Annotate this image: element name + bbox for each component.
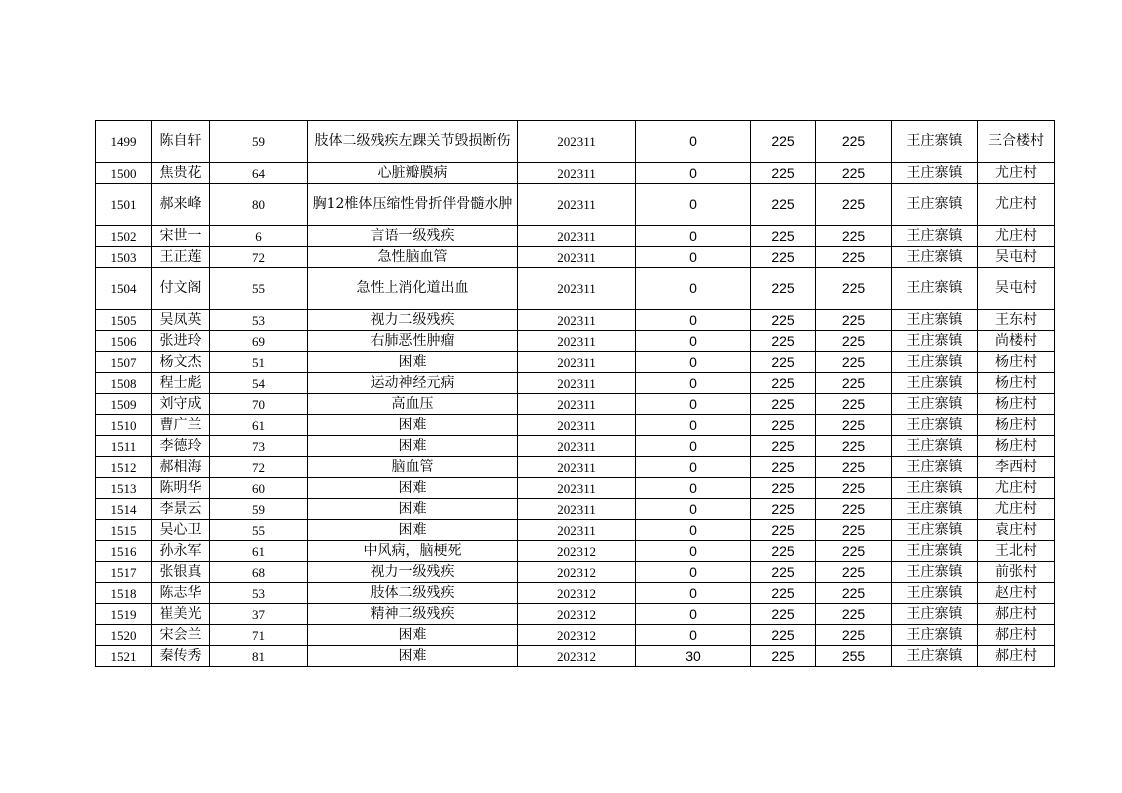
cell-base-amount: 225	[751, 541, 816, 562]
cell-extra-amount: 0	[636, 499, 751, 520]
cell-total-amount: 225	[816, 562, 892, 583]
cell-age: 61	[210, 541, 308, 562]
cell-extra-amount: 0	[636, 415, 751, 436]
cell-base-amount: 225	[751, 415, 816, 436]
cell-name: 郝来峰	[152, 184, 210, 226]
cell-total-amount: 225	[816, 541, 892, 562]
cell-extra-amount: 0	[636, 184, 751, 226]
cell-extra-amount: 0	[636, 583, 751, 604]
cell-town: 王庄寨镇	[892, 226, 978, 247]
cell-age: 59	[210, 121, 308, 163]
cell-village: 王北村	[978, 541, 1055, 562]
cell-village: 尤庄村	[978, 184, 1055, 226]
cell-extra-amount: 0	[636, 247, 751, 268]
cell-town: 王庄寨镇	[892, 184, 978, 226]
cell-name: 焦贵花	[152, 163, 210, 184]
cell-age: 81	[210, 646, 308, 667]
cell-town: 王庄寨镇	[892, 457, 978, 478]
cell-month: 202311	[518, 499, 636, 520]
cell-extra-amount: 0	[636, 604, 751, 625]
table-row	[96, 478, 1055, 499]
cell-month: 202311	[518, 436, 636, 457]
cell-town: 王庄寨镇	[892, 436, 978, 457]
cell-age: 59	[210, 499, 308, 520]
cell-serial-number: 1517	[96, 562, 152, 583]
cell-total-amount: 255	[816, 646, 892, 667]
cell-town: 王庄寨镇	[892, 352, 978, 373]
cell-town: 王庄寨镇	[892, 268, 978, 310]
cell-village: 尤庄村	[978, 163, 1055, 184]
cell-total-amount: 225	[816, 415, 892, 436]
cell-name: 张银真	[152, 562, 210, 583]
cell-serial-number: 1503	[96, 247, 152, 268]
cell-extra-amount: 0	[636, 268, 751, 310]
cell-village: 郝庄村	[978, 646, 1055, 667]
cell-extra-amount: 0	[636, 373, 751, 394]
cell-name: 杨文杰	[152, 352, 210, 373]
cell-month: 202311	[518, 226, 636, 247]
cell-month: 202311	[518, 520, 636, 541]
cell-month: 202311	[518, 457, 636, 478]
cell-base-amount: 225	[751, 184, 816, 226]
cell-name: 陈明华	[152, 478, 210, 499]
table-row	[96, 247, 1055, 268]
cell-base-amount: 225	[751, 352, 816, 373]
table-row	[96, 184, 1055, 226]
cell-extra-amount: 0	[636, 352, 751, 373]
cell-reason: 肢体二级残疾左踝关节毁损断伤	[308, 121, 518, 163]
cell-name: 崔美光	[152, 604, 210, 625]
cell-name: 曹广兰	[152, 415, 210, 436]
cell-serial-number: 1502	[96, 226, 152, 247]
cell-extra-amount: 0	[636, 625, 751, 646]
cell-serial-number: 1518	[96, 583, 152, 604]
cell-village: 袁庄村	[978, 520, 1055, 541]
cell-serial-number: 1504	[96, 268, 152, 310]
cell-month: 202311	[518, 394, 636, 415]
cell-town: 王庄寨镇	[892, 625, 978, 646]
cell-town: 王庄寨镇	[892, 121, 978, 163]
cell-total-amount: 225	[816, 373, 892, 394]
cell-town: 王庄寨镇	[892, 646, 978, 667]
cell-age: 73	[210, 436, 308, 457]
cell-total-amount: 225	[816, 163, 892, 184]
cell-base-amount: 225	[751, 457, 816, 478]
cell-base-amount: 225	[751, 373, 816, 394]
cell-age: 72	[210, 457, 308, 478]
cell-town: 王庄寨镇	[892, 373, 978, 394]
cell-extra-amount: 0	[636, 562, 751, 583]
cell-village: 李西村	[978, 457, 1055, 478]
cell-reason: 困难	[308, 520, 518, 541]
cell-total-amount: 225	[816, 625, 892, 646]
cell-serial-number: 1507	[96, 352, 152, 373]
table-row	[96, 310, 1055, 331]
cell-reason: 急性上消化道出血	[308, 268, 518, 310]
cell-village: 郝庄村	[978, 625, 1055, 646]
cell-total-amount: 225	[816, 331, 892, 352]
cell-age: 70	[210, 394, 308, 415]
cell-village: 杨庄村	[978, 352, 1055, 373]
cell-reason: 中风病，脑梗死	[308, 541, 518, 562]
cell-town: 王庄寨镇	[892, 394, 978, 415]
cell-total-amount: 225	[816, 457, 892, 478]
cell-serial-number: 1514	[96, 499, 152, 520]
table-row	[96, 625, 1055, 646]
cell-name: 李德玲	[152, 436, 210, 457]
cell-age: 71	[210, 625, 308, 646]
cell-month: 202311	[518, 331, 636, 352]
cell-town: 王庄寨镇	[892, 331, 978, 352]
table-row	[96, 373, 1055, 394]
cell-serial-number: 1519	[96, 604, 152, 625]
cell-name: 张进玲	[152, 331, 210, 352]
cell-reason: 右肺恶性肿瘤	[308, 331, 518, 352]
cell-reason: 精神二级残疾	[308, 604, 518, 625]
cell-age: 6	[210, 226, 308, 247]
cell-base-amount: 225	[751, 163, 816, 184]
cell-month: 202312	[518, 625, 636, 646]
cell-serial-number: 1515	[96, 520, 152, 541]
cell-month: 202312	[518, 541, 636, 562]
table-row	[96, 457, 1055, 478]
cell-base-amount: 225	[751, 268, 816, 310]
cell-village: 三合楼村	[978, 121, 1055, 163]
cell-town: 王庄寨镇	[892, 541, 978, 562]
cell-serial-number: 1521	[96, 646, 152, 667]
cell-month: 202311	[518, 478, 636, 499]
cell-age: 53	[210, 583, 308, 604]
cell-month: 202311	[518, 163, 636, 184]
cell-month: 202311	[518, 121, 636, 163]
cell-month: 202312	[518, 562, 636, 583]
cell-extra-amount: 0	[636, 541, 751, 562]
cell-month: 202312	[518, 583, 636, 604]
cell-serial-number: 1508	[96, 373, 152, 394]
cell-age: 54	[210, 373, 308, 394]
cell-extra-amount: 0	[636, 310, 751, 331]
cell-month: 202311	[518, 310, 636, 331]
cell-village: 赵庄村	[978, 583, 1055, 604]
cell-reason: 言语一级残疾	[308, 226, 518, 247]
cell-village: 吴屯村	[978, 247, 1055, 268]
cell-base-amount: 225	[751, 226, 816, 247]
cell-town: 王庄寨镇	[892, 478, 978, 499]
table-row	[96, 646, 1055, 667]
cell-reason: 脑血管	[308, 457, 518, 478]
cell-reason: 困难	[308, 352, 518, 373]
cell-name: 郝相海	[152, 457, 210, 478]
cell-base-amount: 225	[751, 520, 816, 541]
table-row	[96, 121, 1055, 163]
cell-reason: 视力一级残疾	[308, 562, 518, 583]
cell-town: 王庄寨镇	[892, 163, 978, 184]
cell-village: 尤庄村	[978, 226, 1055, 247]
cell-extra-amount: 0	[636, 478, 751, 499]
cell-month: 202311	[518, 247, 636, 268]
cell-reason: 困难	[308, 436, 518, 457]
cell-reason: 急性脑血管	[308, 247, 518, 268]
cell-town: 王庄寨镇	[892, 520, 978, 541]
table-row	[96, 226, 1055, 247]
cell-town: 王庄寨镇	[892, 562, 978, 583]
cell-village: 前张村	[978, 562, 1055, 583]
cell-base-amount: 225	[751, 247, 816, 268]
cell-reason: 肢体二级残疾	[308, 583, 518, 604]
cell-base-amount: 225	[751, 478, 816, 499]
cell-name: 吴凤英	[152, 310, 210, 331]
cell-serial-number: 1520	[96, 625, 152, 646]
cell-reason: 困难	[308, 499, 518, 520]
cell-town: 王庄寨镇	[892, 415, 978, 436]
cell-base-amount: 225	[751, 436, 816, 457]
cell-extra-amount: 30	[636, 646, 751, 667]
cell-base-amount: 225	[751, 499, 816, 520]
cell-name: 程士彪	[152, 373, 210, 394]
cell-base-amount: 225	[751, 394, 816, 415]
cell-village: 杨庄村	[978, 415, 1055, 436]
cell-extra-amount: 0	[636, 394, 751, 415]
cell-base-amount: 225	[751, 562, 816, 583]
cell-total-amount: 225	[816, 121, 892, 163]
cell-reason: 困难	[308, 625, 518, 646]
table-row	[96, 520, 1055, 541]
cell-name: 宋世一	[152, 226, 210, 247]
cell-base-amount: 225	[751, 310, 816, 331]
cell-serial-number: 1499	[96, 121, 152, 163]
cell-reason: 困难	[308, 478, 518, 499]
table-row	[96, 436, 1055, 457]
cell-base-amount: 225	[751, 121, 816, 163]
cell-extra-amount: 0	[636, 163, 751, 184]
cell-total-amount: 225	[816, 226, 892, 247]
cell-month: 202312	[518, 604, 636, 625]
table-row	[96, 394, 1055, 415]
cell-base-amount: 225	[751, 604, 816, 625]
cell-reason: 心脏瓣膜病	[308, 163, 518, 184]
cell-serial-number: 1510	[96, 415, 152, 436]
cell-total-amount: 225	[816, 604, 892, 625]
table-row	[96, 604, 1055, 625]
cell-extra-amount: 0	[636, 457, 751, 478]
cell-age: 69	[210, 331, 308, 352]
cell-serial-number: 1506	[96, 331, 152, 352]
cell-extra-amount: 0	[636, 520, 751, 541]
cell-total-amount: 225	[816, 310, 892, 331]
cell-age: 55	[210, 520, 308, 541]
cell-age: 60	[210, 478, 308, 499]
cell-serial-number: 1505	[96, 310, 152, 331]
cell-village: 杨庄村	[978, 394, 1055, 415]
table-row	[96, 268, 1055, 310]
cell-total-amount: 225	[816, 499, 892, 520]
table-row	[96, 352, 1055, 373]
cell-name: 吴心卫	[152, 520, 210, 541]
cell-month: 202311	[518, 415, 636, 436]
cell-name: 刘守成	[152, 394, 210, 415]
cell-town: 王庄寨镇	[892, 310, 978, 331]
cell-serial-number: 1509	[96, 394, 152, 415]
table-row	[96, 499, 1055, 520]
cell-village: 杨庄村	[978, 436, 1055, 457]
cell-age: 61	[210, 415, 308, 436]
cell-total-amount: 225	[816, 184, 892, 226]
cell-base-amount: 225	[751, 331, 816, 352]
cell-serial-number: 1500	[96, 163, 152, 184]
cell-reason: 困难	[308, 415, 518, 436]
cell-name: 秦传秀	[152, 646, 210, 667]
cell-serial-number: 1513	[96, 478, 152, 499]
cell-town: 王庄寨镇	[892, 247, 978, 268]
cell-base-amount: 225	[751, 625, 816, 646]
cell-name: 陈自轩	[152, 121, 210, 163]
cell-total-amount: 225	[816, 268, 892, 310]
table-row	[96, 163, 1055, 184]
cell-total-amount: 225	[816, 247, 892, 268]
cell-serial-number: 1516	[96, 541, 152, 562]
cell-month: 202311	[518, 373, 636, 394]
cell-serial-number: 1512	[96, 457, 152, 478]
cell-name: 付文阁	[152, 268, 210, 310]
cell-base-amount: 225	[751, 583, 816, 604]
table-row	[96, 415, 1055, 436]
cell-extra-amount: 0	[636, 436, 751, 457]
cell-total-amount: 225	[816, 436, 892, 457]
cell-extra-amount: 0	[636, 331, 751, 352]
cell-reason: 视力二级残疾	[308, 310, 518, 331]
cell-reason: 困难	[308, 646, 518, 667]
cell-total-amount: 225	[816, 583, 892, 604]
cell-village: 郝庄村	[978, 604, 1055, 625]
cell-month: 202311	[518, 268, 636, 310]
cell-serial-number: 1511	[96, 436, 152, 457]
cell-base-amount: 225	[751, 646, 816, 667]
cell-serial-number: 1501	[96, 184, 152, 226]
cell-age: 53	[210, 310, 308, 331]
cell-month: 202311	[518, 352, 636, 373]
cell-extra-amount: 0	[636, 121, 751, 163]
cell-month: 202311	[518, 184, 636, 226]
cell-total-amount: 225	[816, 478, 892, 499]
cell-village: 尤庄村	[978, 478, 1055, 499]
cell-village: 杨庄村	[978, 373, 1055, 394]
cell-village: 尤庄村	[978, 499, 1055, 520]
cell-extra-amount: 0	[636, 226, 751, 247]
table-row	[96, 331, 1055, 352]
cell-age: 80	[210, 184, 308, 226]
table-row	[96, 583, 1055, 604]
cell-name: 陈志华	[152, 583, 210, 604]
records-table-body	[96, 121, 1055, 667]
cell-name: 王正莲	[152, 247, 210, 268]
cell-reason: 高血压	[308, 394, 518, 415]
cell-total-amount: 225	[816, 352, 892, 373]
cell-name: 李景云	[152, 499, 210, 520]
cell-village: 王东村	[978, 310, 1055, 331]
cell-age: 55	[210, 268, 308, 310]
cell-village: 吴屯村	[978, 268, 1055, 310]
cell-town: 王庄寨镇	[892, 499, 978, 520]
cell-total-amount: 225	[816, 520, 892, 541]
table-row	[96, 541, 1055, 562]
cell-name: 孙永军	[152, 541, 210, 562]
cell-age: 64	[210, 163, 308, 184]
cell-name: 宋会兰	[152, 625, 210, 646]
cell-town: 王庄寨镇	[892, 583, 978, 604]
cell-town: 王庄寨镇	[892, 604, 978, 625]
cell-village: 尚楼村	[978, 331, 1055, 352]
cell-reason: 运动神经元病	[308, 373, 518, 394]
cell-age: 72	[210, 247, 308, 268]
cell-total-amount: 225	[816, 394, 892, 415]
cell-age: 51	[210, 352, 308, 373]
cell-age: 37	[210, 604, 308, 625]
cell-reason: 胸12椎体压缩性骨折伴骨髓水肿	[308, 184, 518, 226]
cell-month: 202312	[518, 646, 636, 667]
cell-age: 68	[210, 562, 308, 583]
table-row	[96, 562, 1055, 583]
records-table	[95, 120, 1055, 667]
